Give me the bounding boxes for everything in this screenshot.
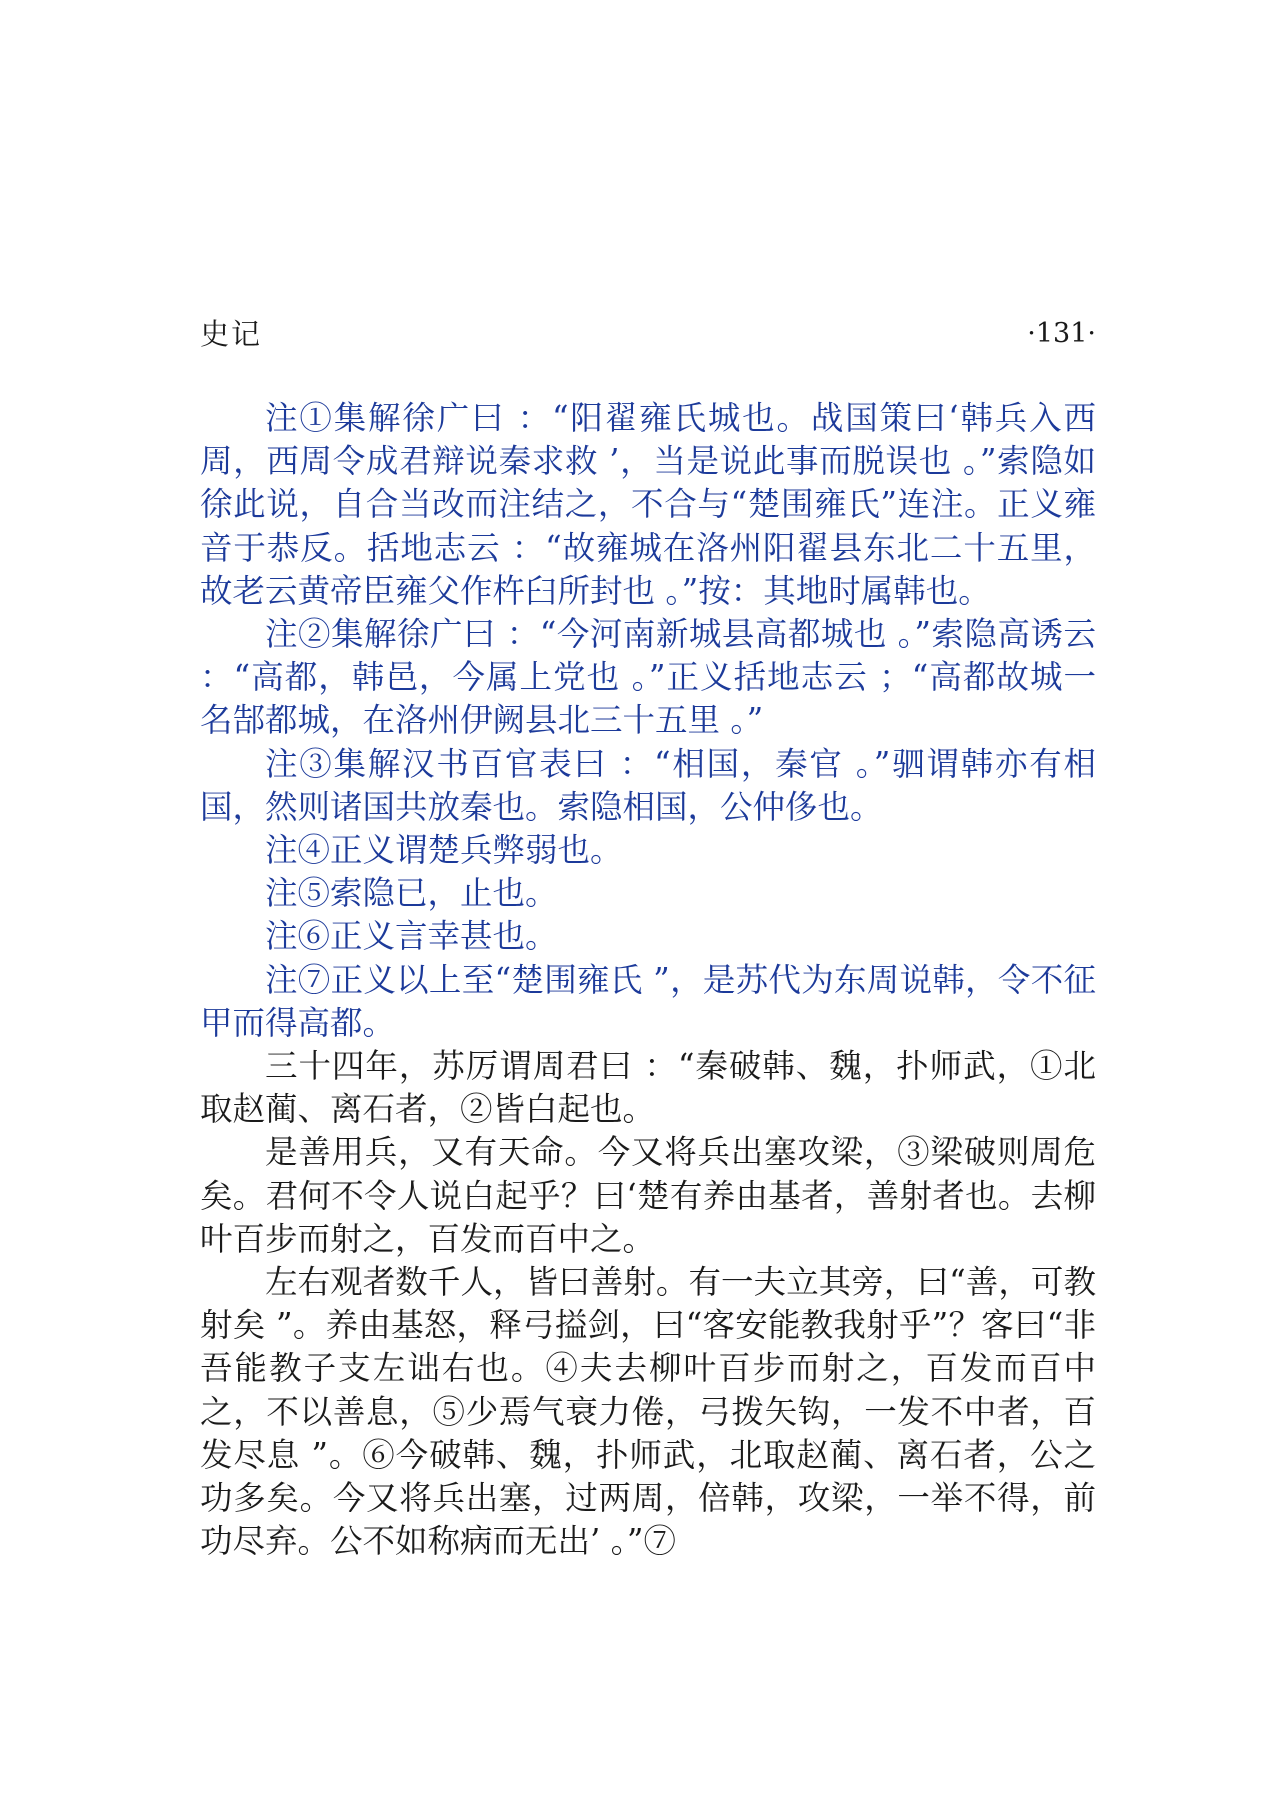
footnote-4: 注④正义谓楚兵弊弱也。 — [265, 831, 623, 870]
page-number: ·131· — [1027, 318, 1096, 349]
footnote-3: 注③集解汉书百官表曰 ：“相国，秦官 。”驷谓韩亦有相国，然则诸国共放秦也。索隐相国，公仲侈也。 — [200, 744, 1096, 826]
footnote-1: 注①集解徐广曰 ：“阳翟雍氏城也。战国策曰‘韩兵入西周，西周令成君辩说秦求救 ’，当是说此事而脱误也 。”索隐如徐此说，自合当改而注结之，不合与“楚围雍氏”连注。正义雍音于恭反。括地志云 ：“故雍城在洛州阳翟县东北二十五里，故老云黄帝臣雍父作杵臼所封也 。”按：其地时属韩也。 — [200, 399, 1096, 610]
body-paragraph-1: 三十四年，苏厉谓周君曰 ：“秦破韩、魏，扑师武，①北取赵蔺、离石者，②皆白起也。 — [200, 1047, 1096, 1129]
footnote-7: 注⑦正义以上至“楚围雍氏 ”，是苏代为东周说韩，令不征甲而得高都。 — [200, 960, 1096, 1042]
footnote-6: 注⑥正义言幸甚也。 — [265, 917, 558, 956]
body-paragraph-2: 是善用兵，又有天命。今又将兵出塞攻梁，③梁破则周危矣。君何不令人说白起乎？曰‘楚有养由基者，善射者也。去柳叶百步而射之，百发而百中之。 — [200, 1133, 1096, 1258]
footnote-5: 注⑤索隐已，止也。 — [265, 874, 558, 913]
footnote-2: 注②集解徐广曰 ：“今河南新城县高都城也 。”索隐高诱云 ：“高都，韩邑，今属上党也 。”正义括地志云 ；“高都故城一名郜都城，在洛州伊阙县北三十五里 。” — [200, 615, 1096, 740]
book-title: 史记 — [200, 317, 263, 351]
page-header — [200, 312, 1096, 356]
page-body — [200, 397, 1096, 1563]
body-paragraph-3: 左右观者数千人，皆曰善射。有一夫立其旁，曰“善，可教射矣 ”。养由基怒，释弓搤剑，曰“客安能教我射乎”？客曰“非吾能教子支左诎右也。④夫去柳叶百步而射之，百发而百中之，不以善息，⑤少焉气衰力倦，弓拨矢钩，一发不中者，百发尽息 ”。⑥今破韩、魏，扑师武，北取赵蔺、离石者，公之功多矣。今又将兵出塞，过两周，倍韩，攻梁，一举不得，前功尽弃。公不如称病而无出’ 。”⑦ — [200, 1263, 1096, 1561]
